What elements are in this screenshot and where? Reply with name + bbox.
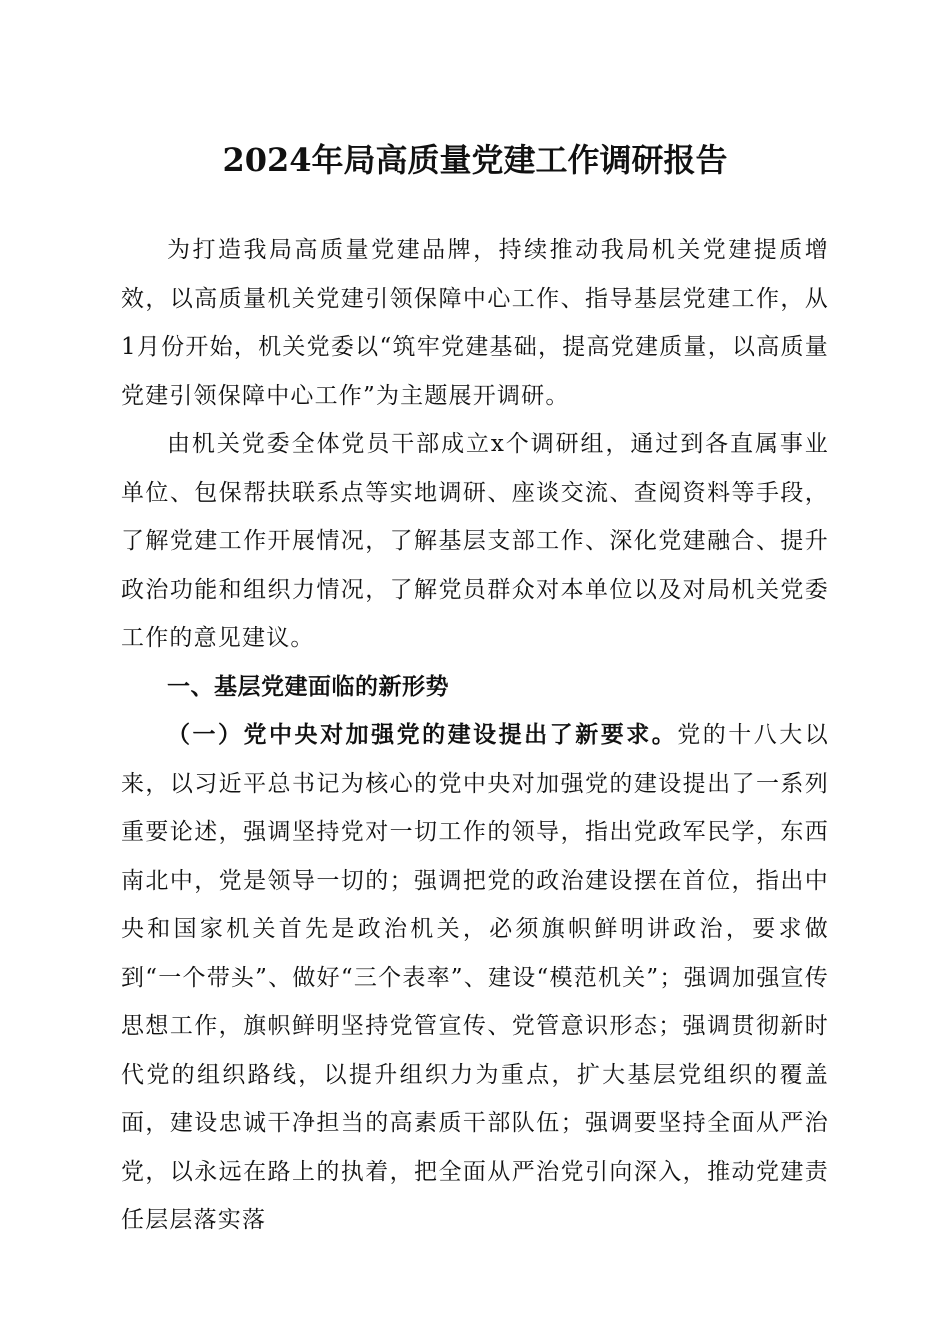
paragraph-method: 由机关党委全体党员干部成立x个调研组，通过到各直属事业单位、包保帮扶联系点等实地调研、座谈交流、查阅资料等手段，了解党建工作开展情况，了解基层支部工作、深化党建融合、提升政治功能和组织力情况，了解党员群众对本单位以及对局机关党委工作的意见建议。 bbox=[121, 431, 829, 651]
subsection-paragraph bbox=[121, 711, 829, 1245]
paragraph-intro: 为打造我局高质量党建品牌，持续推动我局机关党建提质增效，以高质量机关党建引领保障中心工作、指导基层党建工作，从1月份开始，机关党委以“筑牢党建基础，提高党建质量，以高质量党建引领保障中心工作”为主题展开调研。 bbox=[121, 237, 829, 409]
document-body bbox=[121, 226, 829, 1245]
subsection-text: 党的十八大以来，以习近平总书记为核心的党中央对加强党的建设提出了一系列重要论述，强调坚持党对一切工作的领导，指出党政军民学，东西南北中，党是领导一切的；强调把党的政治建设摆在首位，指出中央和国家机关首先是政治机关，必须旗帜鲜明讲政治，要求做到“一个带头”、做好“三个表率”、建设“模范机关”；强调加强宣传思想工作，旗帜鲜明坚持党管宣传、党管意识形态；强调贯彻新时代党的组织路线，以提升组织力为重点，扩大基层党组织的覆盖面，建设忠诚干净担当的高素质干部队伍；强调要坚持全面从严治党，以永远在路上的执着，把全面从严治党引向深入，推动党建责任层层落实落 bbox=[121, 722, 830, 1233]
section-heading: 一、基层党建面临的新形势 bbox=[167, 673, 449, 700]
subsection-label: （一）党中央对加强党的建设提出了新要求。 bbox=[167, 721, 678, 748]
document-title: 2024年局高质量党建工作调研报告 bbox=[222, 141, 728, 179]
